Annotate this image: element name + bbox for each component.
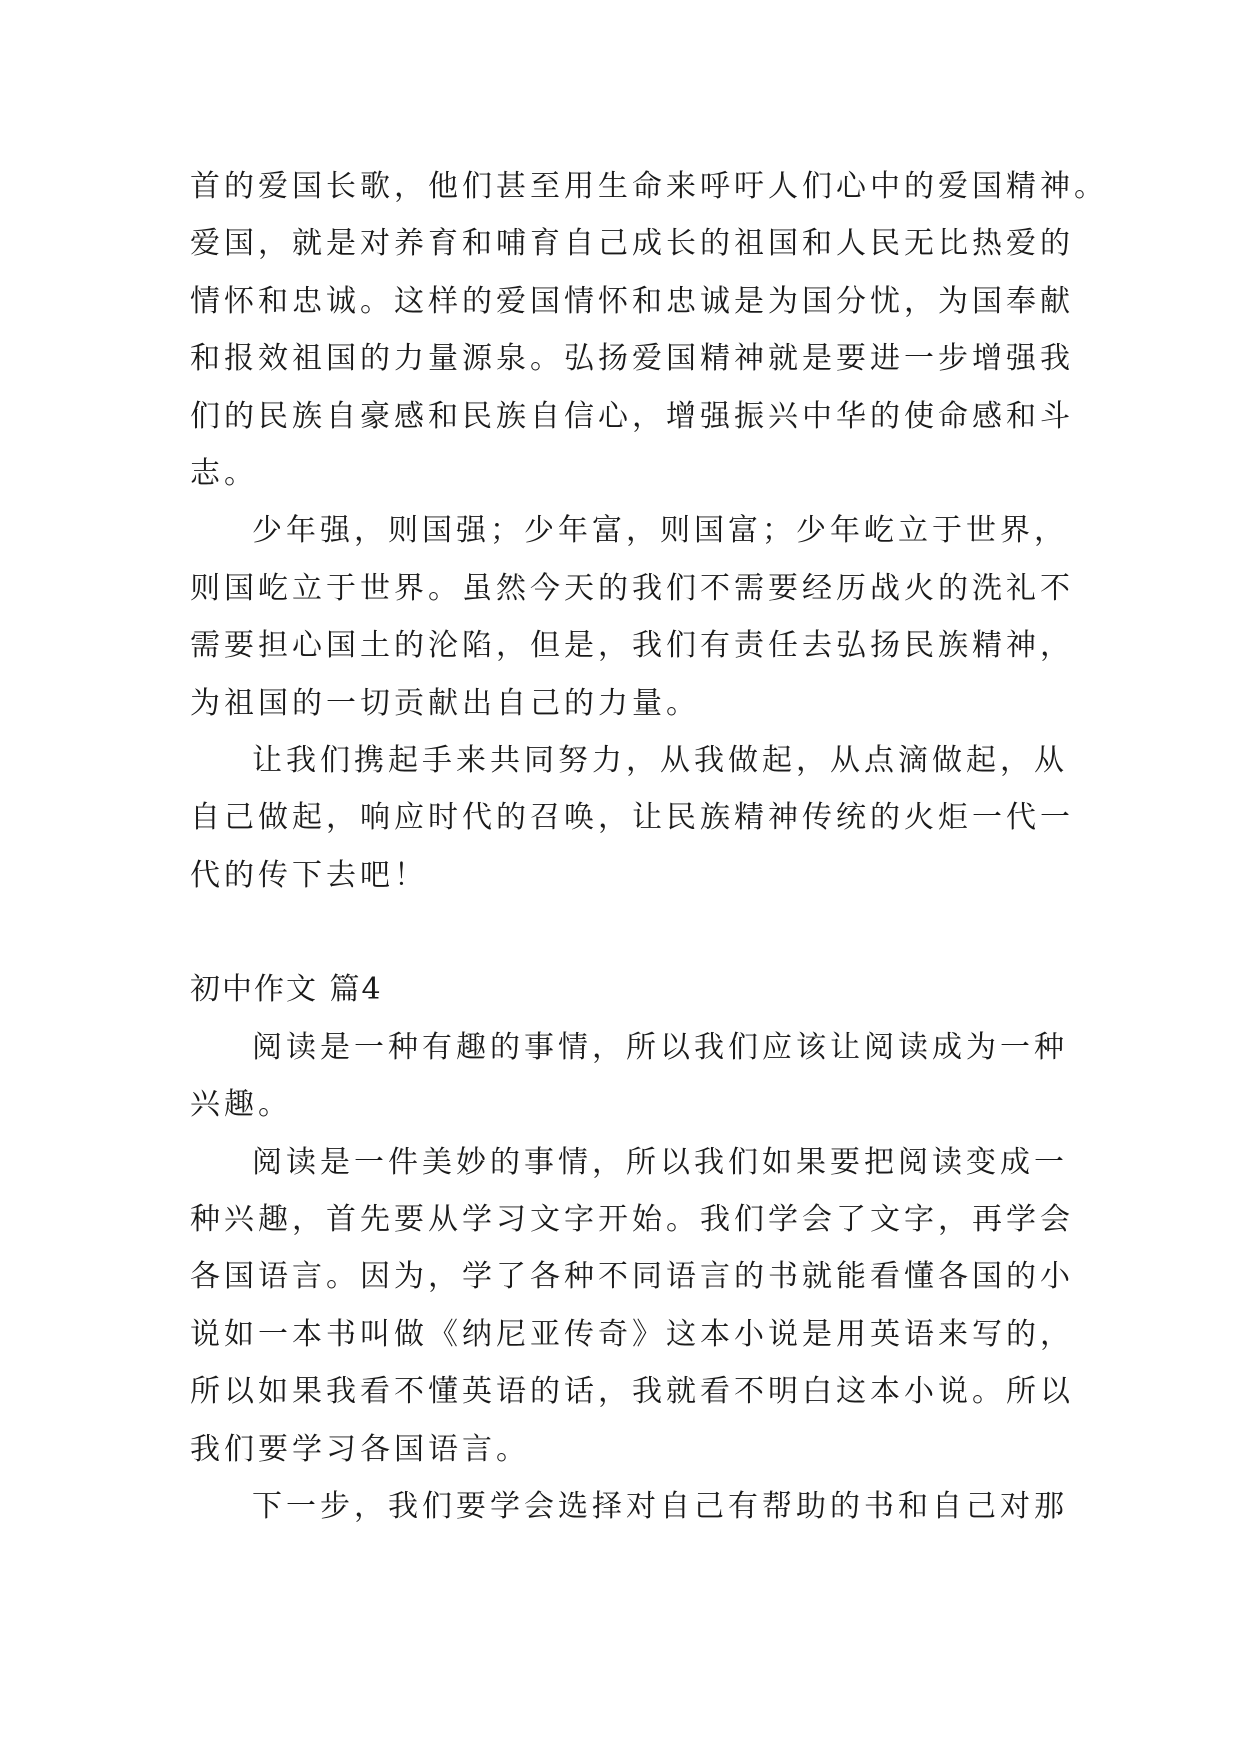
text-line: 所以如果我看不懂英语的话，我就看不明白这本小说。所以 <box>190 1374 1074 1410</box>
text-line: 和报效祖国的力量源泉。弘扬爱国精神就是要进一步增强我 <box>190 341 1074 377</box>
section-heading: 初中作文 篇4 <box>190 972 383 1008</box>
text-line: 们的民族自豪感和民族自信心，增强振兴中华的使命感和斗 <box>190 398 1074 434</box>
document-body <box>190 158 1108 1535</box>
text-line: 需要担心国土的沦陷，但是，我们有责任去弘扬民族精神， <box>190 628 1074 664</box>
text-line: 阅读是一种有趣的事情，所以我们应该让阅读成为一种 <box>252 1029 1068 1065</box>
text-line: 各国语言。因为，学了各种不同语言的书就能看懂各国的小 <box>190 1259 1074 1295</box>
blank-line <box>190 904 1090 961</box>
text-line: 情怀和忠诚。这样的爱国情怀和忠诚是为国分忧，为国奉献 <box>190 283 1074 319</box>
text-line: 说如一本书叫做《纳尼亚传奇》这本小说是用英语来写的， <box>190 1316 1074 1352</box>
text-line: 为祖国的一切贡献出自己的力量。 <box>190 685 700 721</box>
text-line: 我们要学习各国语言。 <box>190 1431 530 1467</box>
text-line: 下一步，我们要学会选择对自己有帮助的书和自己对那 <box>252 1488 1068 1524</box>
text-line: 志。 <box>190 455 258 491</box>
text-line: 阅读是一件美妙的事情，所以我们如果要把阅读变成一 <box>252 1144 1068 1180</box>
text-line: 让我们携起手来共同努力，从我做起，从点滴做起，从 <box>252 742 1068 778</box>
text-line: 少年强，则国强；少年富，则国富；少年屹立于世界， <box>252 513 1068 549</box>
text-line: 种兴趣，首先要从学习文字开始。我们学会了文字，再学会 <box>190 1202 1074 1238</box>
text-line: 代的传下去吧！ <box>190 857 428 893</box>
text-line: 爱国，就是对养育和哺育自己成长的祖国和人民无比热爱的 <box>190 226 1074 262</box>
text-line: 首的爱国长歌，他们甚至用生命来呼吁人们心中的爱国精神。 <box>190 169 1108 204</box>
text-line: 则国屹立于世界。虽然今天的我们不需要经历战火的洗礼不 <box>190 570 1074 606</box>
text-line: 兴趣。 <box>190 1087 292 1123</box>
text-line: 自己做起，响应时代的召唤，让民族精神传统的火炬一代一 <box>190 800 1074 836</box>
